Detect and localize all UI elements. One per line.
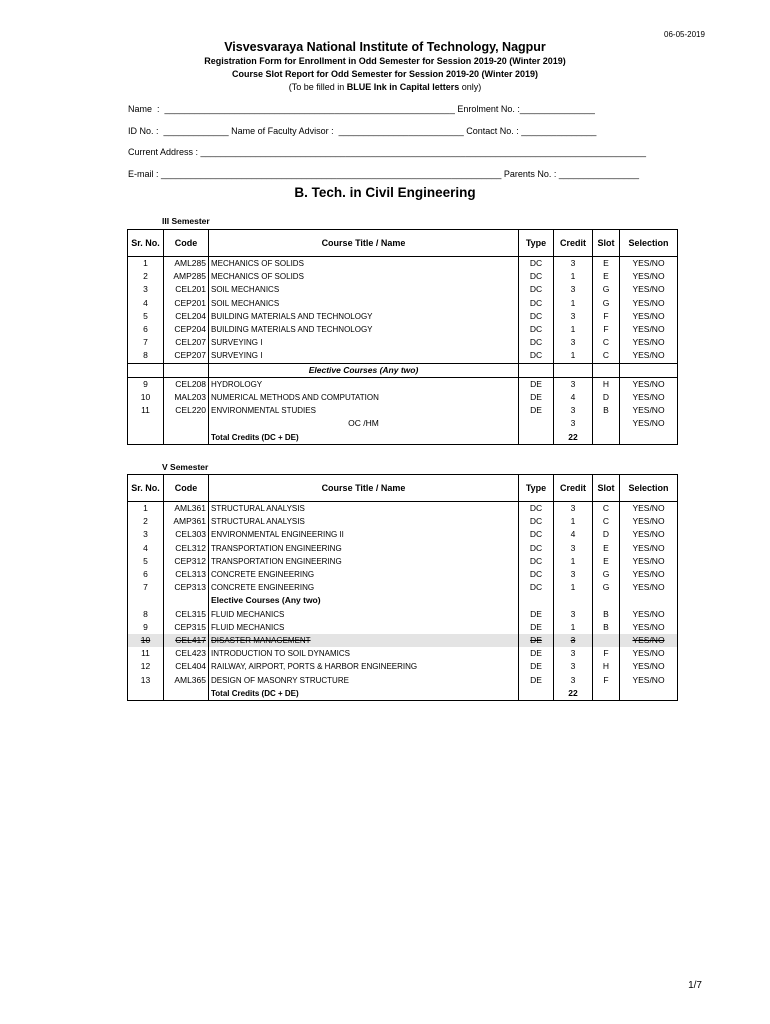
- course-code: CEL423: [164, 647, 209, 660]
- course-credit: 3: [554, 502, 593, 516]
- sem3-course-table: [127, 229, 678, 445]
- course-selection[interactable]: YES/NO: [620, 270, 678, 283]
- course-credit: 1: [554, 621, 593, 634]
- report-subtitle: Course Slot Report for Odd Semester for Session 2019-20 (Winter 2019): [231, 69, 538, 79]
- course-row: [128, 310, 678, 323]
- course-row: [128, 257, 678, 271]
- course-code: AMP285: [164, 270, 209, 283]
- course-sr-no: 6: [128, 323, 164, 336]
- course-row: [128, 542, 678, 555]
- course-title: CONCRETE ENGINEERING: [209, 581, 519, 594]
- column-header-credit: Credit: [554, 230, 593, 257]
- course-credit: 1: [554, 555, 593, 568]
- course-title: STRUCTURAL ANALYSIS: [209, 502, 519, 516]
- course-selection[interactable]: YES/NO: [620, 608, 678, 621]
- course-title: DESIGN OF MASONRY STRUCTURE: [209, 674, 519, 687]
- course-credit: 1: [554, 297, 593, 310]
- department-title: B. Tech. in Civil Engineering: [294, 185, 476, 200]
- course-credit: 3: [554, 660, 593, 673]
- course-slot: F: [593, 310, 620, 323]
- course-title: TRANSPORTATION ENGINEERING: [209, 555, 519, 568]
- table-header-row: [128, 475, 678, 502]
- course-type: DE: [519, 674, 554, 687]
- course-selection[interactable]: YES/NO: [620, 391, 678, 404]
- course-sr-no: 9: [128, 621, 164, 634]
- course-credit: 3: [554, 283, 593, 296]
- course-credit: 1: [554, 515, 593, 528]
- course-slot: B: [593, 404, 620, 417]
- course-sr-no: 9: [128, 377, 164, 391]
- course-credit: 3: [554, 674, 593, 687]
- empty-cell: [620, 687, 678, 701]
- course-sr-no: 1: [128, 502, 164, 516]
- course-row: [128, 674, 678, 687]
- course-title: MECHANICS OF SOLIDS: [209, 257, 519, 271]
- course-selection[interactable]: YES/NO: [620, 634, 678, 647]
- course-row: [128, 555, 678, 568]
- course-slot: H: [593, 660, 620, 673]
- course-row: [128, 634, 678, 647]
- course-code: CEP201: [164, 297, 209, 310]
- oc-hm-label: OC /HM: [209, 417, 519, 430]
- course-code: CEL313: [164, 568, 209, 581]
- course-slot: F: [593, 647, 620, 660]
- course-credit: 4: [554, 391, 593, 404]
- elective-heading-row: [128, 363, 678, 377]
- course-type: DE: [519, 391, 554, 404]
- course-title: NUMERICAL METHODS AND COMPUTATION: [209, 391, 519, 404]
- course-type: DE: [519, 647, 554, 660]
- course-row: [128, 404, 678, 417]
- course-type: DE: [519, 660, 554, 673]
- oc-hm-row: [128, 417, 678, 430]
- course-code: CEL208: [164, 377, 209, 391]
- course-row: [128, 349, 678, 363]
- course-selection[interactable]: YES/NO: [620, 568, 678, 581]
- course-code: CEP315: [164, 621, 209, 634]
- empty-cell: [519, 594, 554, 607]
- course-slot: G: [593, 283, 620, 296]
- total-credits-label: Total Credits (DC + DE): [209, 687, 519, 701]
- course-row: [128, 270, 678, 283]
- course-sr-no: 11: [128, 647, 164, 660]
- course-type: DC: [519, 283, 554, 296]
- course-type: DC: [519, 502, 554, 516]
- address-field-line: Current Address : _________________________________________________________________________________________: [128, 147, 647, 157]
- elective-heading: Elective Courses (Any two): [209, 363, 519, 377]
- sem3-label: III Semester: [162, 216, 210, 226]
- course-type: DC: [519, 323, 554, 336]
- course-title: SURVEYING I: [209, 349, 519, 363]
- course-credit: 3: [554, 377, 593, 391]
- course-credit: 3: [554, 647, 593, 660]
- course-type: DC: [519, 568, 554, 581]
- empty-cell: [164, 431, 209, 445]
- empty-cell: [164, 417, 209, 430]
- empty-cell: [519, 363, 554, 377]
- total-credits-row: [128, 687, 678, 701]
- course-slot: C: [593, 502, 620, 516]
- course-slot: G: [593, 297, 620, 310]
- document-date: 06-05-2019: [664, 30, 705, 39]
- elective-heading-row: [128, 594, 678, 607]
- name-field-line: Name : __________________________________________________________ Enrolment No. :_______________: [128, 104, 595, 114]
- course-title: ENVIRONMENTAL STUDIES: [209, 404, 519, 417]
- course-type: DC: [519, 349, 554, 363]
- course-type: DC: [519, 555, 554, 568]
- page-number: 1/7: [688, 980, 702, 991]
- empty-cell: [164, 687, 209, 701]
- course-type: DC: [519, 581, 554, 594]
- course-selection[interactable]: YES/NO: [620, 515, 678, 528]
- course-row: [128, 621, 678, 634]
- course-type: DE: [519, 404, 554, 417]
- course-code: CEL312: [164, 542, 209, 555]
- course-credit: 3: [554, 634, 593, 647]
- empty-cell: [620, 431, 678, 445]
- course-title: DISASTER MANAGEMENT: [209, 634, 519, 647]
- course-type: DC: [519, 257, 554, 271]
- course-code: CEP207: [164, 349, 209, 363]
- course-slot: H: [593, 377, 620, 391]
- oc-hm-credit: 3: [554, 417, 593, 430]
- course-title: TRANSPORTATION ENGINEERING: [209, 542, 519, 555]
- course-selection[interactable]: YES/NO: [620, 349, 678, 363]
- course-credit: 1: [554, 349, 593, 363]
- course-code: CEP204: [164, 323, 209, 336]
- empty-cell: [593, 687, 620, 701]
- course-title: STRUCTURAL ANALYSIS: [209, 515, 519, 528]
- course-row: [128, 608, 678, 621]
- fill-instruction: (To be filled in BLUE Ink in Capital letters only): [288, 82, 482, 92]
- course-type: DC: [519, 515, 554, 528]
- course-sr-no: 4: [128, 542, 164, 555]
- form-subtitle: Registration Form for Enrollment in Odd Semester for Session 2019-20 (Winter 2019): [204, 56, 566, 66]
- course-row: [128, 515, 678, 528]
- course-credit: 3: [554, 404, 593, 417]
- empty-cell: [164, 594, 209, 607]
- course-title: INTRODUCTION TO SOIL DYNAMICS: [209, 647, 519, 660]
- total-credits-label: Total Credits (DC + DE): [209, 431, 519, 445]
- course-credit: 3: [554, 257, 593, 271]
- course-code: MAL203: [164, 391, 209, 404]
- course-slot: [593, 634, 620, 647]
- course-row: [128, 377, 678, 391]
- course-sr-no: 11: [128, 404, 164, 417]
- course-type: DC: [519, 528, 554, 541]
- column-header-title: Course Title / Name: [209, 230, 519, 257]
- empty-cell: [128, 687, 164, 701]
- column-header-sr: Sr. No.: [128, 230, 164, 257]
- empty-cell: [128, 417, 164, 430]
- course-code: AML285: [164, 257, 209, 271]
- institute-title: Visvesvaraya National Institute of Technology, Nagpur: [224, 40, 546, 54]
- course-selection[interactable]: YES/NO: [620, 555, 678, 568]
- course-row: [128, 336, 678, 349]
- course-title: BUILDING MATERIALS AND TECHNOLOGY: [209, 323, 519, 336]
- course-credit: 1: [554, 323, 593, 336]
- column-header-code: Code: [164, 230, 209, 257]
- course-selection[interactable]: YES/NO: [620, 297, 678, 310]
- course-row: [128, 647, 678, 660]
- course-title: SOIL MECHANICS: [209, 297, 519, 310]
- course-title: CONCRETE ENGINEERING: [209, 568, 519, 581]
- course-slot: B: [593, 621, 620, 634]
- course-selection[interactable]: YES/NO: [620, 283, 678, 296]
- course-slot: B: [593, 608, 620, 621]
- course-sr-no: 4: [128, 297, 164, 310]
- course-row: [128, 283, 678, 296]
- course-slot: E: [593, 257, 620, 271]
- course-code: CEP312: [164, 555, 209, 568]
- course-sr-no: 6: [128, 568, 164, 581]
- course-slot: F: [593, 674, 620, 687]
- course-title: RAILWAY, AIRPORT, PORTS & HARBOR ENGINEERING: [209, 660, 519, 673]
- empty-cell: [128, 594, 164, 607]
- course-slot: D: [593, 528, 620, 541]
- empty-cell: [519, 687, 554, 701]
- empty-cell: [593, 363, 620, 377]
- course-slot: F: [593, 323, 620, 336]
- course-row: [128, 391, 678, 404]
- course-credit: 1: [554, 270, 593, 283]
- column-header-selection: Selection: [620, 475, 678, 502]
- course-sr-no: 5: [128, 310, 164, 323]
- course-sr-no: 3: [128, 283, 164, 296]
- course-type: DE: [519, 377, 554, 391]
- column-header-type: Type: [519, 475, 554, 502]
- course-credit: 3: [554, 608, 593, 621]
- empty-cell: [593, 417, 620, 430]
- course-code: CEL207: [164, 336, 209, 349]
- empty-cell: [128, 431, 164, 445]
- course-type: DC: [519, 336, 554, 349]
- course-type: DC: [519, 310, 554, 323]
- course-slot: D: [593, 391, 620, 404]
- column-header-type: Type: [519, 230, 554, 257]
- empty-cell: [519, 417, 554, 430]
- course-code: CEL204: [164, 310, 209, 323]
- course-sr-no: 12: [128, 660, 164, 673]
- course-title: FLUID MECHANICS: [209, 608, 519, 621]
- course-title: SOIL MECHANICS: [209, 283, 519, 296]
- course-selection[interactable]: YES/NO: [620, 528, 678, 541]
- course-credit: 3: [554, 310, 593, 323]
- elective-heading: Elective Courses (Any two): [209, 594, 519, 607]
- course-title: SURVEYING I: [209, 336, 519, 349]
- course-title: ENVIRONMENTAL ENGINEERING II: [209, 528, 519, 541]
- column-header-slot: Slot: [593, 230, 620, 257]
- course-slot: E: [593, 270, 620, 283]
- course-row: [128, 528, 678, 541]
- course-sr-no: 10: [128, 634, 164, 647]
- course-slot: G: [593, 581, 620, 594]
- column-header-slot: Slot: [593, 475, 620, 502]
- course-credit: 3: [554, 542, 593, 555]
- course-type: DE: [519, 621, 554, 634]
- empty-cell: [554, 594, 593, 607]
- column-header-selection: Selection: [620, 230, 678, 257]
- empty-cell: [593, 594, 620, 607]
- course-selection[interactable]: YES/NO: [620, 310, 678, 323]
- course-code: CEL404: [164, 660, 209, 673]
- column-header-credit: Credit: [554, 475, 593, 502]
- course-slot: C: [593, 336, 620, 349]
- course-code: CEL303: [164, 528, 209, 541]
- course-sr-no: 7: [128, 336, 164, 349]
- course-sr-no: 7: [128, 581, 164, 594]
- course-code: AML361: [164, 502, 209, 516]
- total-credits-value: 22: [554, 687, 593, 701]
- course-code: CEL201: [164, 283, 209, 296]
- course-sr-no: 5: [128, 555, 164, 568]
- course-sr-no: 8: [128, 608, 164, 621]
- oc-hm-selection[interactable]: YES/NO: [620, 417, 678, 430]
- email-field-line: E-mail : ____________________________________________________________________ Parents No. : ________________: [128, 169, 639, 179]
- course-slot: C: [593, 515, 620, 528]
- course-title: FLUID MECHANICS: [209, 621, 519, 634]
- course-selection[interactable]: YES/NO: [620, 377, 678, 391]
- course-selection[interactable]: YES/NO: [620, 674, 678, 687]
- empty-cell: [128, 363, 164, 377]
- course-selection[interactable]: YES/NO: [620, 647, 678, 660]
- course-selection[interactable]: YES/NO: [620, 323, 678, 336]
- course-type: DC: [519, 297, 554, 310]
- course-row: [128, 297, 678, 310]
- column-header-sr: Sr. No.: [128, 475, 164, 502]
- empty-cell: [620, 594, 678, 607]
- course-selection[interactable]: YES/NO: [620, 404, 678, 417]
- course-selection[interactable]: YES/NO: [620, 502, 678, 516]
- empty-cell: [164, 363, 209, 377]
- course-code: AMP361: [164, 515, 209, 528]
- table-header-row: [128, 230, 678, 257]
- course-slot: E: [593, 555, 620, 568]
- course-code: CEL315: [164, 608, 209, 621]
- course-type: DC: [519, 542, 554, 555]
- course-slot: C: [593, 349, 620, 363]
- course-row: [128, 323, 678, 336]
- course-sr-no: 3: [128, 528, 164, 541]
- course-title: MECHANICS OF SOLIDS: [209, 270, 519, 283]
- empty-cell: [554, 363, 593, 377]
- course-code: CEP313: [164, 581, 209, 594]
- course-selection[interactable]: YES/NO: [620, 336, 678, 349]
- course-selection[interactable]: YES/NO: [620, 581, 678, 594]
- sem5-course-table: [127, 474, 678, 701]
- empty-cell: [620, 363, 678, 377]
- empty-cell: [593, 431, 620, 445]
- course-selection[interactable]: YES/NO: [620, 621, 678, 634]
- id-field-line: ID No. : _____________ Name of Faculty Advisor : _________________________ Contact No. : _______________: [128, 126, 597, 136]
- course-type: DC: [519, 270, 554, 283]
- course-sr-no: 8: [128, 349, 164, 363]
- course-credit: 3: [554, 568, 593, 581]
- course-credit: 4: [554, 528, 593, 541]
- course-sr-no: 13: [128, 674, 164, 687]
- column-header-code: Code: [164, 475, 209, 502]
- total-credits-value: 22: [554, 431, 593, 445]
- course-sr-no: 10: [128, 391, 164, 404]
- course-slot: E: [593, 542, 620, 555]
- course-type: DE: [519, 608, 554, 621]
- course-row: [128, 660, 678, 673]
- course-row: [128, 502, 678, 516]
- course-code: CEL417: [164, 634, 209, 647]
- total-credits-row: [128, 431, 678, 445]
- course-slot: G: [593, 568, 620, 581]
- course-code: CEL220: [164, 404, 209, 417]
- course-title: HYDROLOGY: [209, 377, 519, 391]
- course-row: [128, 568, 678, 581]
- course-type: DE: [519, 634, 554, 647]
- sem5-label: V Semester: [162, 462, 209, 472]
- course-selection[interactable]: YES/NO: [620, 542, 678, 555]
- course-sr-no: 2: [128, 515, 164, 528]
- course-credit: 1: [554, 581, 593, 594]
- course-selection[interactable]: YES/NO: [620, 257, 678, 271]
- course-row: [128, 581, 678, 594]
- course-selection[interactable]: YES/NO: [620, 660, 678, 673]
- empty-cell: [519, 431, 554, 445]
- course-code: AML365: [164, 674, 209, 687]
- column-header-title: Course Title / Name: [209, 475, 519, 502]
- course-title: BUILDING MATERIALS AND TECHNOLOGY: [209, 310, 519, 323]
- course-sr-no: 1: [128, 257, 164, 271]
- course-sr-no: 2: [128, 270, 164, 283]
- course-credit: 3: [554, 336, 593, 349]
